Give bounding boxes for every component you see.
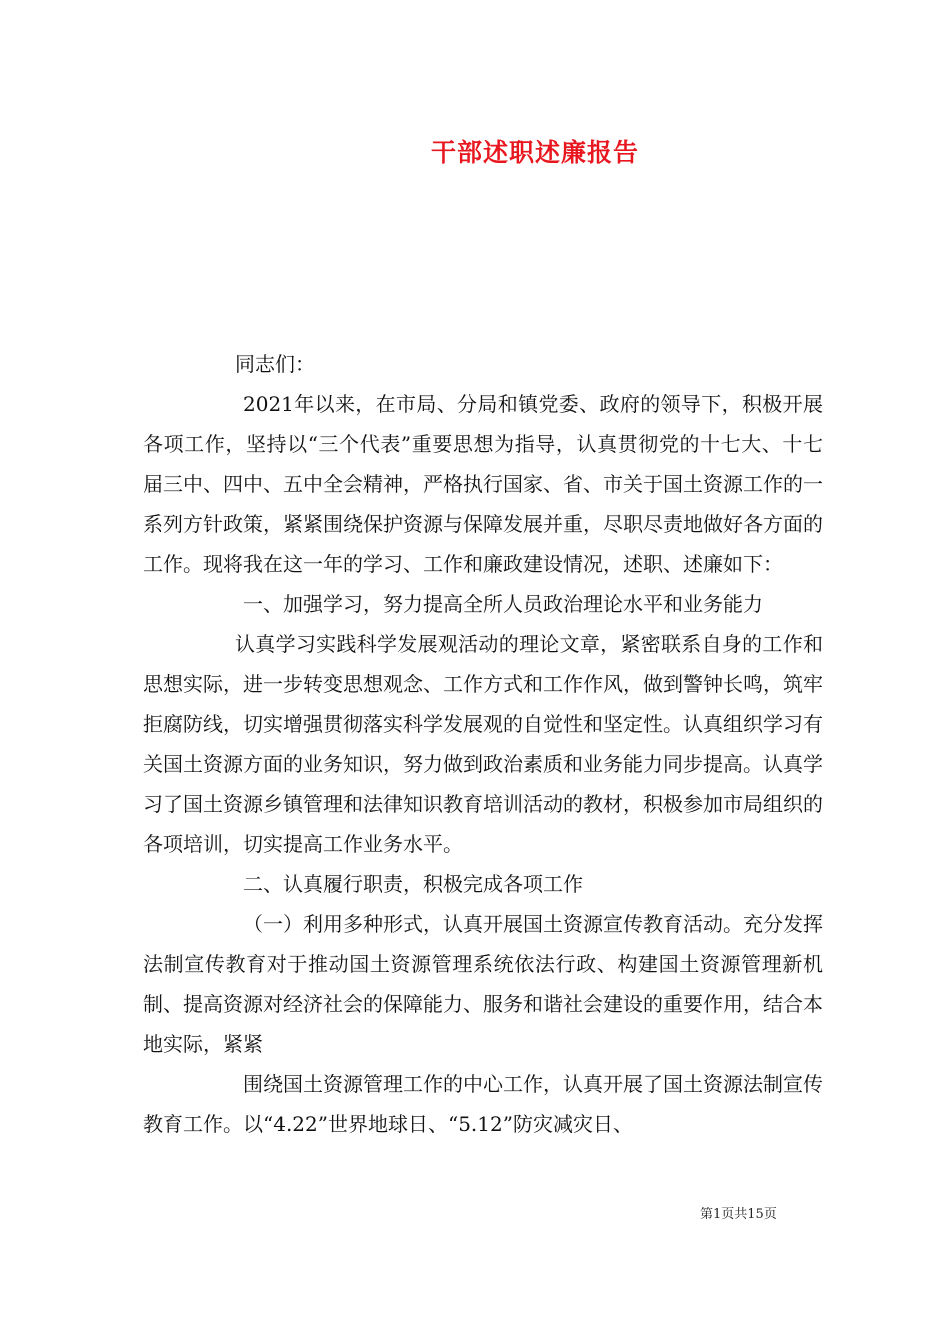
continuation-paragraph: 围绕国土资源管理工作的中心工作，认真开展了国土资源法制宣传教育工作。以“4.22”世界地球日、“5.12”防灾减灾日、 bbox=[143, 1072, 823, 1136]
document-title: 干部述职述廉报告 bbox=[430, 138, 639, 167]
greeting-paragraph: 同志们： bbox=[235, 352, 315, 376]
section-heading-1: 一、加强学习，努力提高全所人员政治理论水平和业务能力 bbox=[243, 592, 763, 616]
subsection-1-paragraph: （一）利用多种形式，认真开展国土资源宣传教育活动。充分发挥法制宣传教育对于推动国土资源管理系统依法行政、构建国土资源管理新机制、提高资源对经济社会的保障能力、服务和谐社会建设的重要作用，结合本地实际，紧紧 bbox=[143, 912, 823, 1056]
section-heading-2: 二、认真履行职责，积极完成各项工作 bbox=[243, 872, 583, 896]
page-number-footer: 第1页共15页 bbox=[700, 1207, 777, 1222]
section-1-paragraph: 认真学习实践科学发展观活动的理论文章，紧密联系自身的工作和思想实际，进一步转变思想观念、工作方式和工作作风，做到警钟长鸣，筑牢拒腐防线，切实增强贯彻落实科学发展观的自觉性和坚定性。认真组织学习有关国土资源方面的业务知识，努力做到政治素质和业务能力同步提高。认真学习了国土资源乡镇管理和法律知识教育培训活动的教材，积极参加市局组织的各项培训，切实提高工作业务水平。 bbox=[143, 632, 823, 856]
document-body bbox=[143, 344, 823, 1144]
intro-paragraph: 2021年以来，在市局、分局和镇党委、政府的领导下，积极开展各项工作，坚持以“三个代表”重要思想为指导，认真贯彻党的十七大、十七届三中、四中、五中全会精神，严格执行国家、省、市关于国土资源工作的一系列方针政策，紧紧围绕保护资源与保障发展并重，尽职尽责地做好各方面的工作。现将我在这一年的学习、工作和廉政建设情况，述职、述廉如下： bbox=[143, 392, 823, 576]
